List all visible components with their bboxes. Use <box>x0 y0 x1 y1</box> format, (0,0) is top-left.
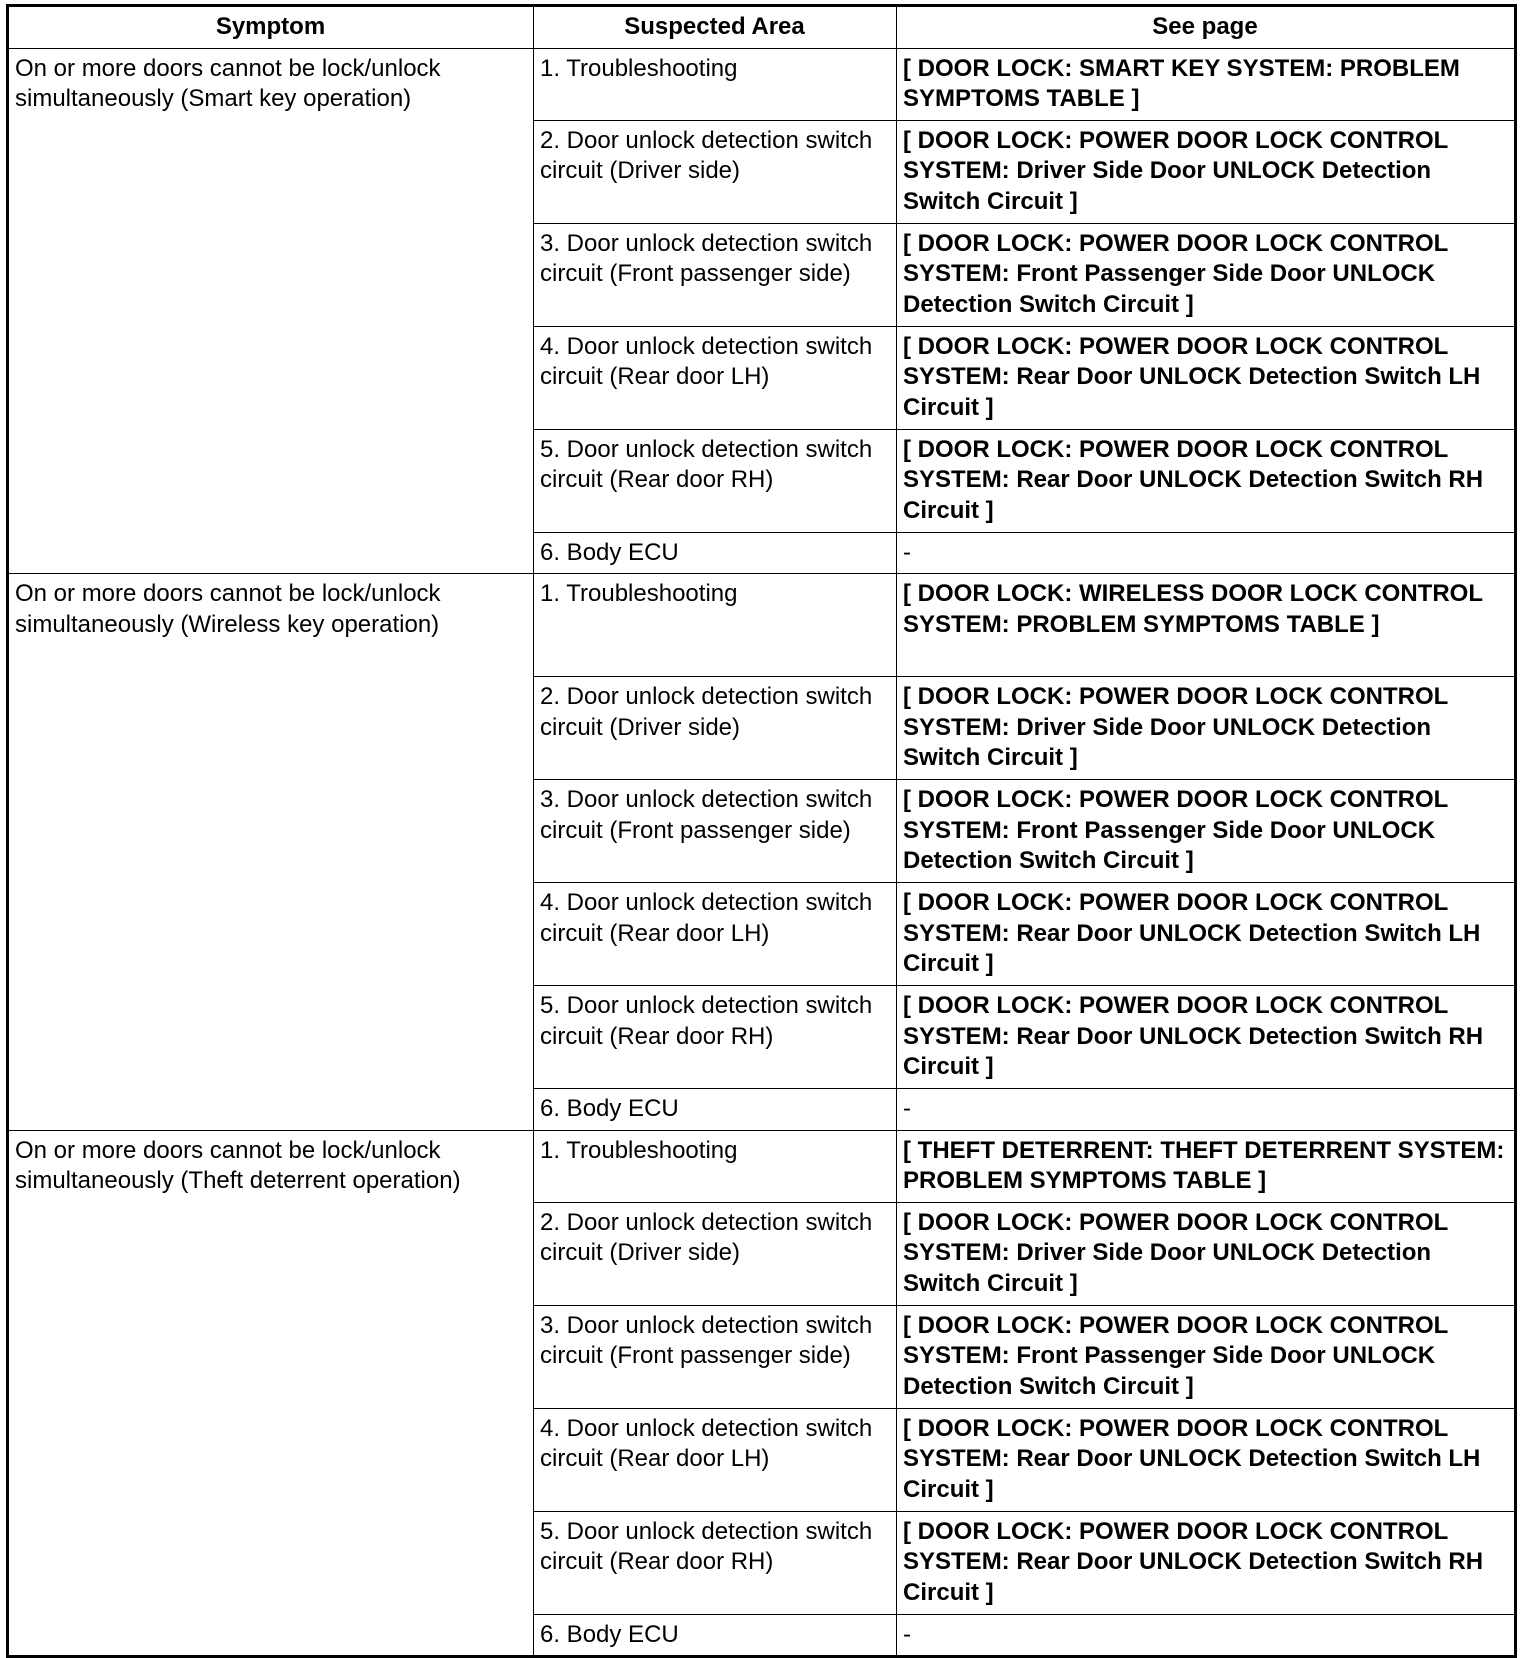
suspected-area-cell: 6. Body ECU <box>534 1089 897 1131</box>
see-page-link[interactable]: [ DOOR LOCK: SMART KEY SYSTEM: PROBLEM SYMPTOMS TABLE ] <box>897 48 1516 120</box>
header-suspected-area: Suspected Area <box>534 6 897 49</box>
suspected-area-cell: 1. Troubleshooting <box>534 574 897 677</box>
suspected-area-cell: 3. Door unlock detection switch circuit (Front passenger side) <box>534 1305 897 1408</box>
suspected-area-cell: 6. Body ECU <box>534 532 897 574</box>
suspected-area-cell: 4. Door unlock detection switch circuit (Rear door LH) <box>534 1408 897 1511</box>
see-page-cell: - <box>897 1614 1516 1657</box>
table-row <box>8 574 1516 677</box>
see-page-link[interactable]: [ DOOR LOCK: POWER DOOR LOCK CONTROL SYSTEM: Rear Door UNLOCK Detection Switch LH Circuit ] <box>897 1408 1516 1511</box>
problem-symptoms-table <box>6 4 1517 1658</box>
header-row <box>8 6 1516 49</box>
see-page-cell: - <box>897 1089 1516 1131</box>
see-page-link[interactable]: [ DOOR LOCK: POWER DOOR LOCK CONTROL SYSTEM: Rear Door UNLOCK Detection Switch RH Circuit ] <box>897 986 1516 1089</box>
suspected-area-cell: 3. Door unlock detection switch circuit (Front passenger side) <box>534 223 897 326</box>
table-row <box>8 48 1516 120</box>
table-row <box>8 1130 1516 1202</box>
suspected-area-cell: 4. Door unlock detection switch circuit (Rear door LH) <box>534 326 897 429</box>
see-page-link[interactable]: [ DOOR LOCK: POWER DOOR LOCK CONTROL SYSTEM: Rear Door UNLOCK Detection Switch RH Circuit ] <box>897 429 1516 532</box>
symptom-cell: On or more doors cannot be lock/unlock simultaneously (Wireless key operation) <box>8 574 534 1131</box>
see-page-link[interactable]: [ THEFT DETERRENT: THEFT DETERRENT SYSTEM: PROBLEM SYMPTOMS TABLE ] <box>897 1130 1516 1202</box>
see-page-link[interactable]: [ DOOR LOCK: POWER DOOR LOCK CONTROL SYSTEM: Front Passenger Side Door UNLOCK Detection Switch Circuit ] <box>897 223 1516 326</box>
see-page-link[interactable]: [ DOOR LOCK: POWER DOOR LOCK CONTROL SYSTEM: Driver Side Door UNLOCK Detection Switch Circuit ] <box>897 120 1516 223</box>
suspected-area-cell: 2. Door unlock detection switch circuit (Driver side) <box>534 677 897 780</box>
see-page-link[interactable]: [ DOOR LOCK: POWER DOOR LOCK CONTROL SYSTEM: Driver Side Door UNLOCK Detection Switch Circuit ] <box>897 677 1516 780</box>
see-page-link[interactable]: [ DOOR LOCK: POWER DOOR LOCK CONTROL SYSTEM: Front Passenger Side Door UNLOCK Detection Switch Circuit ] <box>897 780 1516 883</box>
suspected-area-cell: 5. Door unlock detection switch circuit (Rear door RH) <box>534 1511 897 1614</box>
suspected-area-cell: 1. Troubleshooting <box>534 1130 897 1202</box>
suspected-area-cell: 5. Door unlock detection switch circuit (Rear door RH) <box>534 429 897 532</box>
suspected-area-cell: 2. Door unlock detection switch circuit (Driver side) <box>534 1202 897 1305</box>
see-page-link[interactable]: [ DOOR LOCK: POWER DOOR LOCK CONTROL SYSTEM: Rear Door UNLOCK Detection Switch RH Circuit ] <box>897 1511 1516 1614</box>
header-symptom: Symptom <box>8 6 534 49</box>
symptom-cell: On or more doors cannot be lock/unlock simultaneously (Smart key operation) <box>8 48 534 574</box>
see-page-cell: - <box>897 532 1516 574</box>
symptom-cell: On or more doors cannot be lock/unlock simultaneously (Theft deterrent operation) <box>8 1130 534 1657</box>
see-page-link[interactable]: [ DOOR LOCK: POWER DOOR LOCK CONTROL SYSTEM: Front Passenger Side Door UNLOCK Detection Switch Circuit ] <box>897 1305 1516 1408</box>
suspected-area-cell: 1. Troubleshooting <box>534 48 897 120</box>
see-page-link[interactable]: [ DOOR LOCK: POWER DOOR LOCK CONTROL SYSTEM: Driver Side Door UNLOCK Detection Switch Circuit ] <box>897 1202 1516 1305</box>
suspected-area-cell: 3. Door unlock detection switch circuit (Front passenger side) <box>534 780 897 883</box>
suspected-area-cell: 5. Door unlock detection switch circuit (Rear door RH) <box>534 986 897 1089</box>
see-page-link[interactable]: [ DOOR LOCK: POWER DOOR LOCK CONTROL SYSTEM: Rear Door UNLOCK Detection Switch LH Circuit ] <box>897 326 1516 429</box>
suspected-area-cell: 2. Door unlock detection switch circuit (Driver side) <box>534 120 897 223</box>
suspected-area-cell: 6. Body ECU <box>534 1614 897 1657</box>
header-see-page: See page <box>897 6 1516 49</box>
see-page-link[interactable]: [ DOOR LOCK: POWER DOOR LOCK CONTROL SYSTEM: Rear Door UNLOCK Detection Switch LH Circuit ] <box>897 883 1516 986</box>
suspected-area-cell: 4. Door unlock detection switch circuit (Rear door LH) <box>534 883 897 986</box>
see-page-link[interactable]: [ DOOR LOCK: WIRELESS DOOR LOCK CONTROL SYSTEM: PROBLEM SYMPTOMS TABLE ] <box>897 574 1516 677</box>
